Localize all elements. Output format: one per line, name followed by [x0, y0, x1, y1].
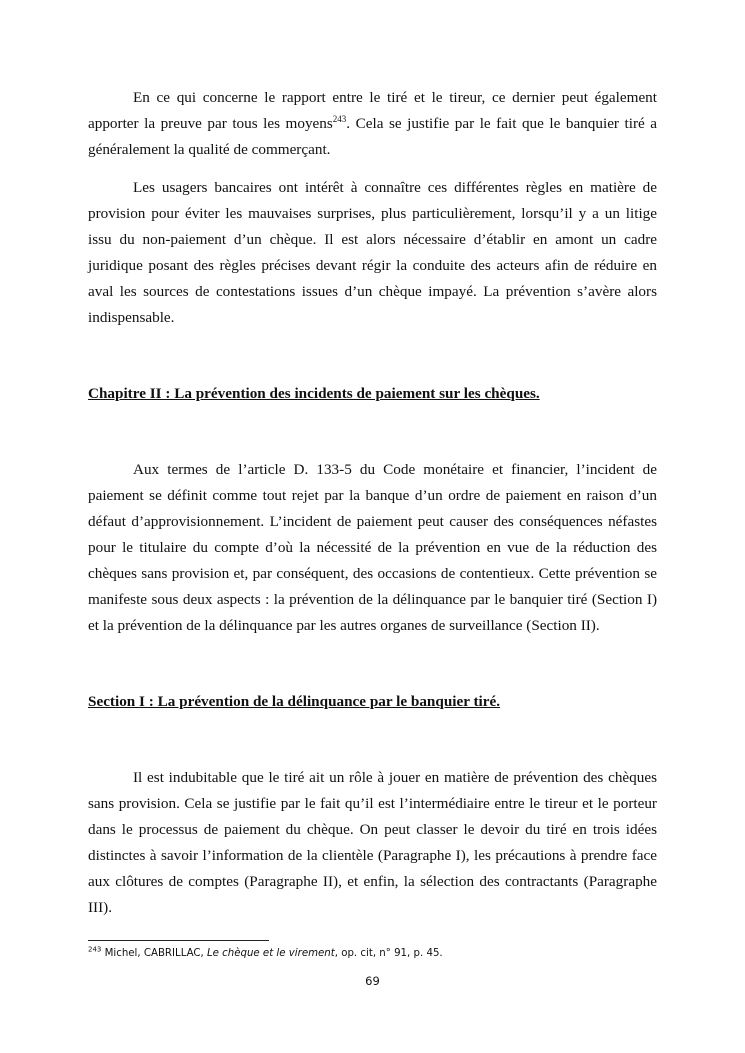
chapter-heading — [88, 384, 657, 404]
paragraph-1-text-a: En ce qui concerne le rapport entre le tiré et le tireur, ce dernier peut également apporter la preuve par tous les moyens — [88, 89, 657, 132]
paragraph-1 — [88, 85, 657, 163]
footnote-rest: , op. cit, n° 91, p. 45. — [334, 948, 443, 959]
footnote-reference: 243 — [332, 113, 347, 124]
paragraph-3 — [88, 457, 657, 639]
footnote-separator — [88, 940, 269, 941]
footnote — [88, 947, 657, 961]
footnote-author: Michel, CABRILLAC, — [101, 948, 207, 959]
footnote-title: Le chèque et le virement — [207, 948, 335, 959]
section-heading — [88, 692, 657, 712]
section-title: Section I : La prévention de la délinquance par le banquier tiré. — [88, 693, 501, 710]
paragraph-1-text-b: . Cela se justifie par le fait que le banquier tiré a généralement la qualité de commerçant. — [88, 115, 657, 158]
page-number: 69 — [365, 974, 380, 988]
paragraph-2-text: Les usagers bancaires ont intérêt à connaître ces différentes règles en matière de provision pour éviter les mauvaises surprises, plus particulièrement, lorsqu’il y a un litige issu du non-paiement d’un chèque. Il est alors nécessaire d’établir en amont un cadre juridique posant des règles précises devant régir la conduite des acteurs afin de réduire en aval les sources de contestations issues d’un chèque impayé. La prévention s’avère alors indispensable. — [88, 179, 657, 326]
paragraph-2 — [88, 175, 657, 331]
footnote-number: 243 — [88, 945, 102, 954]
paragraph-4-text: Il est indubitable que le tiré ait un rôle à jouer en matière de prévention des chèques sans provision. Cela se justifie par le fait qu’il est l’intermédiaire entre le tireur et le porteur dans le processus de paiement du chèque. On peut classer le devoir du tiré en trois idées distinctes à savoir l’information de la clientèle (Paragraphe I), les précautions à prendre face aux clôtures de comptes (Paragraphe II), et enfin, la sélection des contractants (Paragraphe III). — [88, 769, 657, 916]
chapter-title: Chapitre II : La prévention des incidents de paiement sur les chèques. — [88, 385, 540, 402]
paragraph-3-text: Aux termes de l’article D. 133-5 du Code monétaire et financier, l’incident de paiement se définit comme tout rejet par la banque d’un ordre de paiement en raison d’un défaut d’approvisionnement. L’incident de paiement peut causer des conséquences néfastes pour le titulaire du compte d’où la nécessité de la prévention en vue de la réduction des chèques sans provision et, par conséquent, des occasions de contentieux. Cette prévention se manifeste sous deux aspects : la prévention de la délinquance par le banquier tiré (Section I) et la prévention de la délinquance par les autres organes de surveillance (Section II). — [88, 461, 657, 634]
paragraph-4 — [88, 765, 657, 921]
